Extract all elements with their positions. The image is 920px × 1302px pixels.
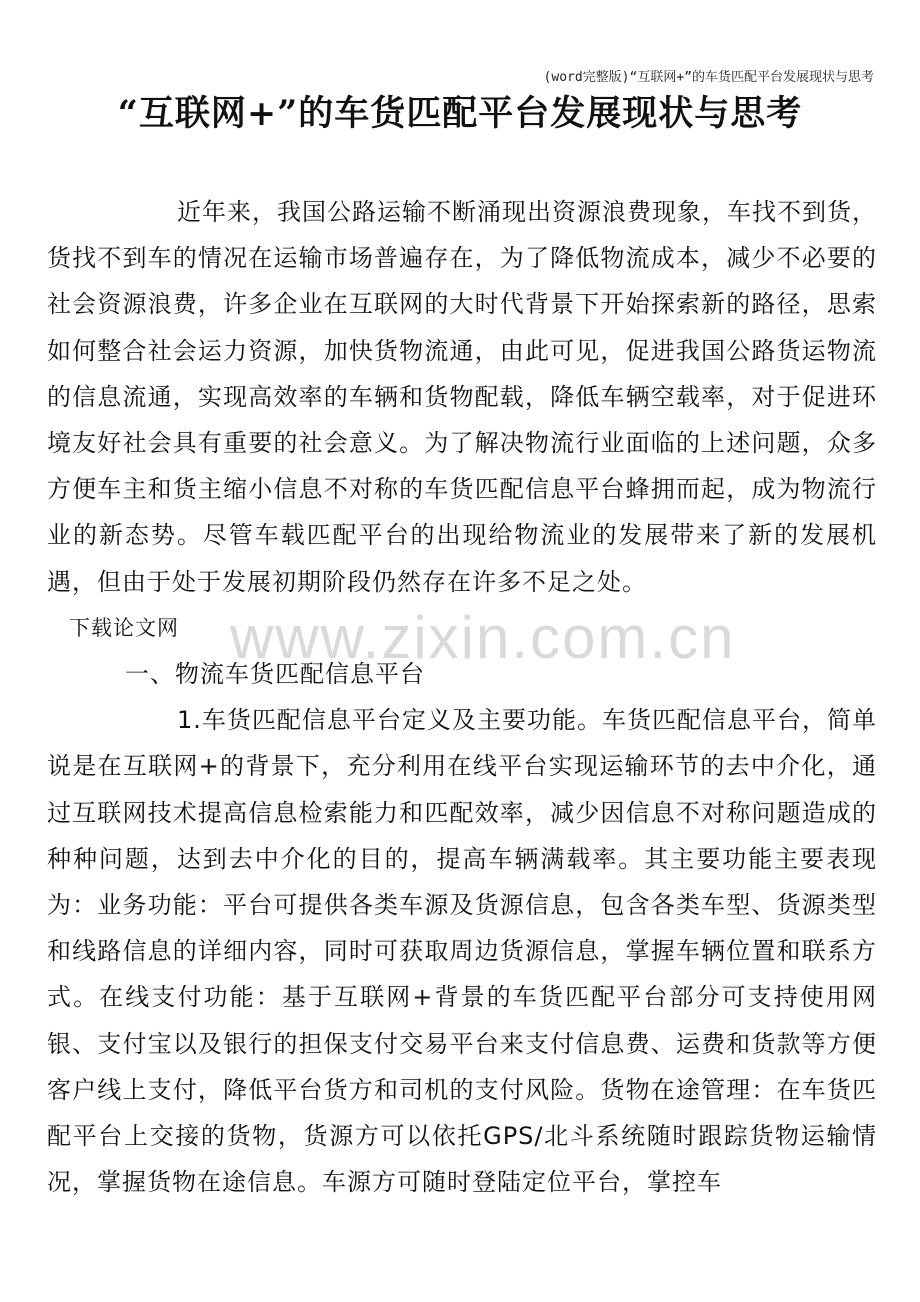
section-heading: 一、物流车货匹配信息平台 [125,660,425,689]
document-title: “互联网+”的车货匹配平台发展现状与思考 [117,93,803,134]
watermark: www.zixin.com.cn [230,604,736,671]
running-header: (word完整版)“互联网+”的车货匹配平台发展现状与思考 [543,70,874,85]
document-body [47,189,877,1205]
intro-paragraph: 近年来，我国公路运输不断涌现出资源浪费现象，车找不到货，货找不到车的情况在运输市场普遍存在，为了降低物流成本，减少不必要的社会资源浪费，许多企业在互联网的大时代背景下开始探索新的路径，思索如何整合社会运力资源，加快货物流通，由此可见，促进我国公路货运物流的信息流通，实现高效率的车辆和货物配载，降低车辆空载率，对于促进环境友好社会具有重要的社会意义。为了解决物流行业面临的上述问题，众多方便车主和货主缩小信息不对称的车货匹配信息平台蜂拥而起，成为物流行业的新态势。尽管车载匹配平台的出现给物流业的发展带来了新的发展机遇，但由于处于发展初期阶段仍然存在许多不足之处。 [47,198,877,596]
body-paragraph: 1.车货匹配信息平台定义及主要功能。车货匹配信息平台，简单说是在互联网+的背景下，充分利用在线平台实现运输环节的去中介化，通过互联网技术提高信息检索能力和匹配效率，减少因信息不对称问题造成的种种问题，达到去中介化的目的，提高车辆满载率。其主要功能主要表现为：业务功能：平台可提供各类车源及货源信息，包含各类车型、货源类型和线路信息的详细内容，同时可获取周边货源信息，掌握车辆位置和联系方式。在线支付功能：基于互联网+背景的车货匹配平台部分可支持使用网银、支付宝以及银行的担保支付交易平台来支付信息费、运费和货款等方便客户线上支付，降低平台货方和司机的支付风险。货物在途管理：在车货匹配平台上交接的货物，货源方可以依托GPS/北斗系统随时跟踪货物运输情况，掌握货物在途信息。车源方可随时登陆定位平台，掌控车 [47,706,877,1197]
download-label: 下载论文网 [69,615,179,640]
